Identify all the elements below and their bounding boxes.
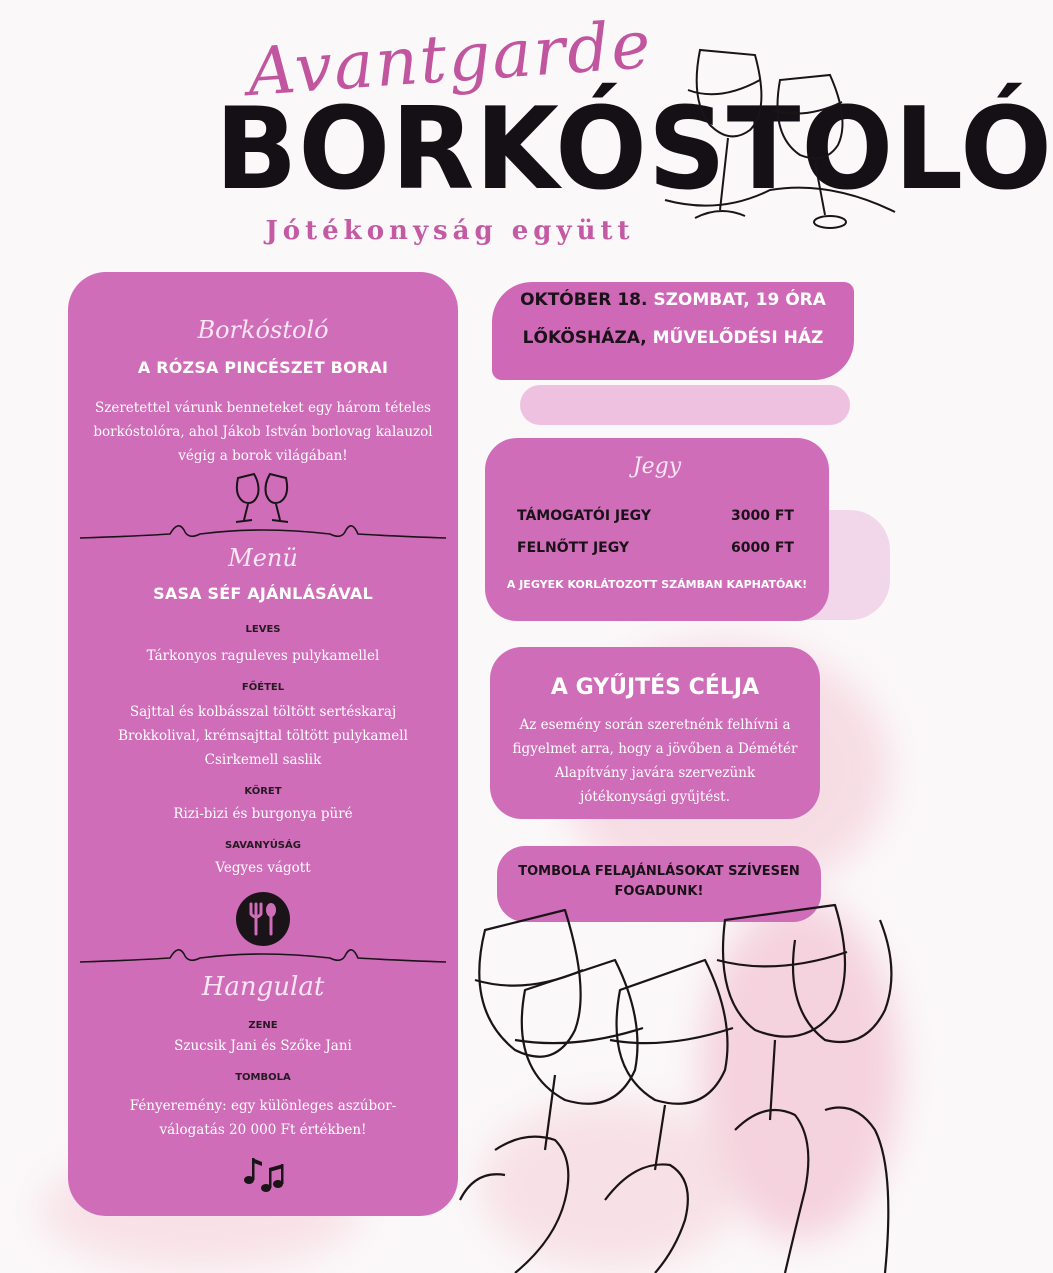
event-main-title: BORKÓSTOLÓ: [215, 83, 1053, 216]
ticket-script: Jegy: [632, 454, 682, 479]
ornamental-divider: [80, 940, 446, 970]
event-place-line: [492, 328, 854, 348]
ticket-price: 6000 FT: [731, 540, 794, 556]
menu-item-label: FŐÉTEL: [241, 682, 285, 693]
menu-item-label: KÖRET: [244, 786, 282, 797]
ornamental-divider: [80, 516, 446, 546]
event-date-line: [492, 290, 854, 310]
decor-brush-stroke: [520, 385, 850, 425]
wine-section-heading: A RÓZSA PINCÉSZET BORAI: [137, 358, 389, 377]
wine-section-text: Szeretettel várunk benneteket egy három tételes borkóstolóra, ahol Jákob István borlovag kalauzol végig a borok világában!: [93, 400, 433, 464]
menu-item-text: Vegyes vágott: [215, 860, 311, 876]
mood-section-script: Hangulat: [201, 972, 325, 1002]
menu-item-text: Tárkonyos raguleves pulykamellel: [146, 648, 380, 664]
tombola-text: TOMBOLA FELAJÁNLÁSOKAT SZÍVESEN FOGADUNK!: [518, 864, 800, 899]
goal-title: A GYŰJTÉS CÉLJA: [550, 675, 760, 700]
toasting-hands-illustration: [455, 900, 900, 1273]
menu-section-heading: SASA SÉF AJÁNLÁSÁVAL: [153, 584, 373, 603]
program-panel: [68, 272, 458, 1216]
event-venue: MŰVELŐDÉSI HÁZ: [652, 328, 824, 348]
ticket-box: [485, 438, 829, 621]
menu-item-text: Rizi-bizi és burgonya püré: [173, 806, 353, 822]
goal-text: Az esemény során szeretnénk felhívni a figyelmet arra, hogy a jövőben a Démétér Alapítvány javára szervezünk jótékonysági gyűjtést.: [512, 717, 798, 805]
menu-item-text: Sajttal és kolbásszal töltött sertéskaraj Brokkolival, krémsajttal töltött pulykamell Csirkemell saslik: [118, 704, 408, 768]
menu-item-label: SAVANYÚSÁG: [225, 840, 301, 851]
mood-item-label: ZENE: [248, 1020, 278, 1031]
event-town: LŐKÖSHÁZA,: [522, 328, 647, 348]
event-subtitle: Jótékonyság együtt: [265, 216, 635, 246]
ticket-name: FELNŐTT JEGY: [517, 540, 630, 556]
ticket-note: A JEGYEK KORLÁTOZOTT SZÁMBAN KAPHATÓAK!: [506, 578, 808, 591]
ticket-name: TÁMOGATÓI JEGY: [517, 508, 651, 524]
event-date: OKTÓBER 18.: [520, 290, 648, 310]
menu-section-script: Menü: [228, 544, 298, 572]
event-day-time: SZOMBAT, 19 ÓRA: [653, 290, 826, 310]
mood-item-label: TOMBOLA: [235, 1072, 291, 1083]
event-date-block: [492, 282, 854, 380]
music-notes-icon: [240, 1152, 284, 1196]
ticket-price: 3000 FT: [731, 508, 794, 524]
wine-glasses-illustration: [660, 40, 900, 240]
menu-item-label: LEVES: [245, 624, 281, 635]
event-script-title: Avantgarde: [245, 5, 655, 112]
mood-item-text: Fényeremény: egy különleges aszúbor-válogatás 20 000 Ft értékben!: [129, 1098, 397, 1138]
goal-box: [490, 647, 820, 819]
wine-section-script: Borkóstoló: [197, 316, 329, 344]
mood-item-text: Szucsik Jani és Szőke Jani: [174, 1038, 352, 1054]
